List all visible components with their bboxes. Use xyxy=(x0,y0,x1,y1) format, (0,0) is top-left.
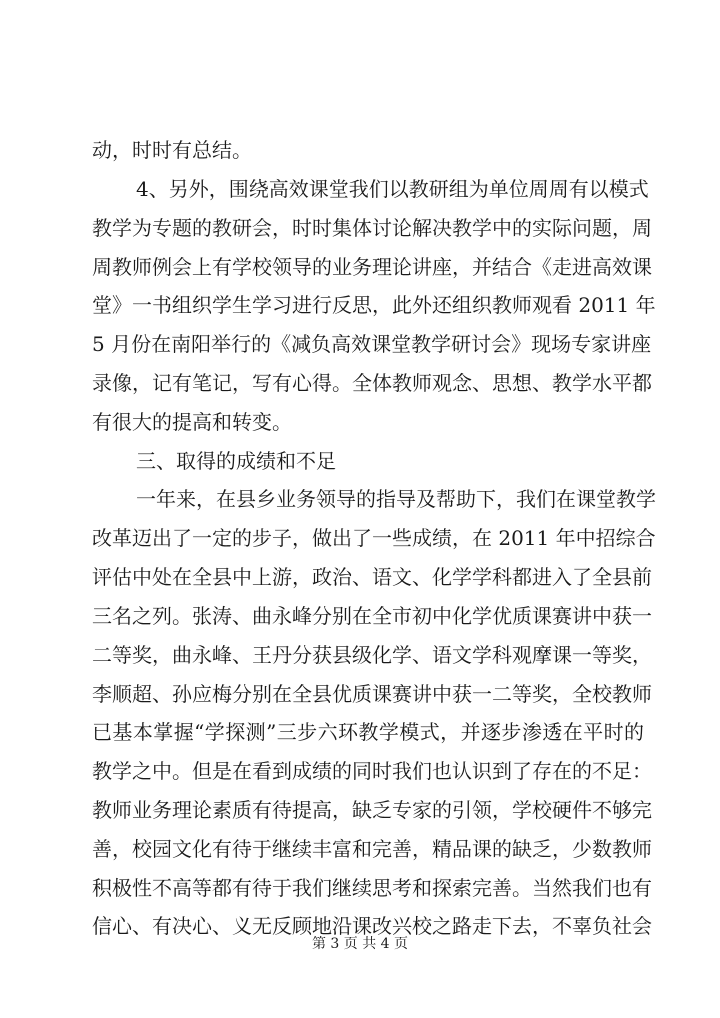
text-line-11: 改革迈出了一定的步子，做出了一些成绩，在 2011 年中招综合 xyxy=(92,526,656,550)
page-footer: 第 3 页 共 4 页 xyxy=(311,936,409,952)
text-line-13: 三名之列。张涛、曲永峰分别在全市初中化学优质课赛讲中获一 xyxy=(92,604,652,628)
text-line-10: 一年来，在县乡业务领导的指导及帮助下，我们在课堂教学 xyxy=(136,487,656,511)
text-line-5: 堂》一书组织学生学习进行反思，此外还组织教师观看 2011 年 xyxy=(92,293,656,317)
text-line-19: 善，校园文化有待于继续丰富和完善，精品课的缺乏，少数教师 xyxy=(92,837,652,861)
text-line-17: 教学之中。但是在看到成绩的同时我们也认识到了存在的不足： xyxy=(92,759,652,783)
text-line-1: 动，时时有总结。 xyxy=(92,138,252,162)
text-line-3: 教学为专题的教研会，时时集体讨论解决教学中的实际问题，周 xyxy=(92,216,652,240)
text-line-2: 4、另外，围绕高效课堂我们以教研组为单位周周有以模式 xyxy=(136,177,649,201)
text-line-16: 已基本掌握“学探测”三步六环教学模式，并逐步渗透在平时的 xyxy=(92,720,644,744)
text-line-20: 积极性不高等都有待于我们继续思考和探索完善。当然我们也有 xyxy=(92,876,652,900)
text-line-8: 有很大的提高和转变。 xyxy=(92,410,292,434)
text-line-18: 教师业务理论素质有待提高，缺乏专家的引领，学校硬件不够完 xyxy=(92,798,652,822)
text-line-12: 评估中处在全县中上游，政治、语文、化学学科都进入了全县前 xyxy=(92,565,652,589)
section-heading: 三、取得的成绩和不足 xyxy=(136,449,336,473)
text-line-21: 信心、有决心、义无反顾地沿课改兴校之路走下去，不辜负社会 xyxy=(92,914,652,938)
text-line-6: 5 月份在南阳举行的《减负高效课堂教学研讨会》现场专家讲座 xyxy=(92,332,652,356)
text-line-4: 周教师例会上有学校领导的业务理论讲座，并结合《走进高效课 xyxy=(92,255,652,279)
text-line-7: 录像，记有笔记，写有心得。全体教师观念、思想、教学水平都 xyxy=(92,371,652,395)
text-line-15: 李顺超、孙应梅分别在全县优质课赛讲中获一二等奖，全校教师 xyxy=(92,682,652,706)
text-line-14: 二等奖，曲永峰、王丹分获县级化学、语文学科观摩课一等奖， xyxy=(92,643,652,667)
